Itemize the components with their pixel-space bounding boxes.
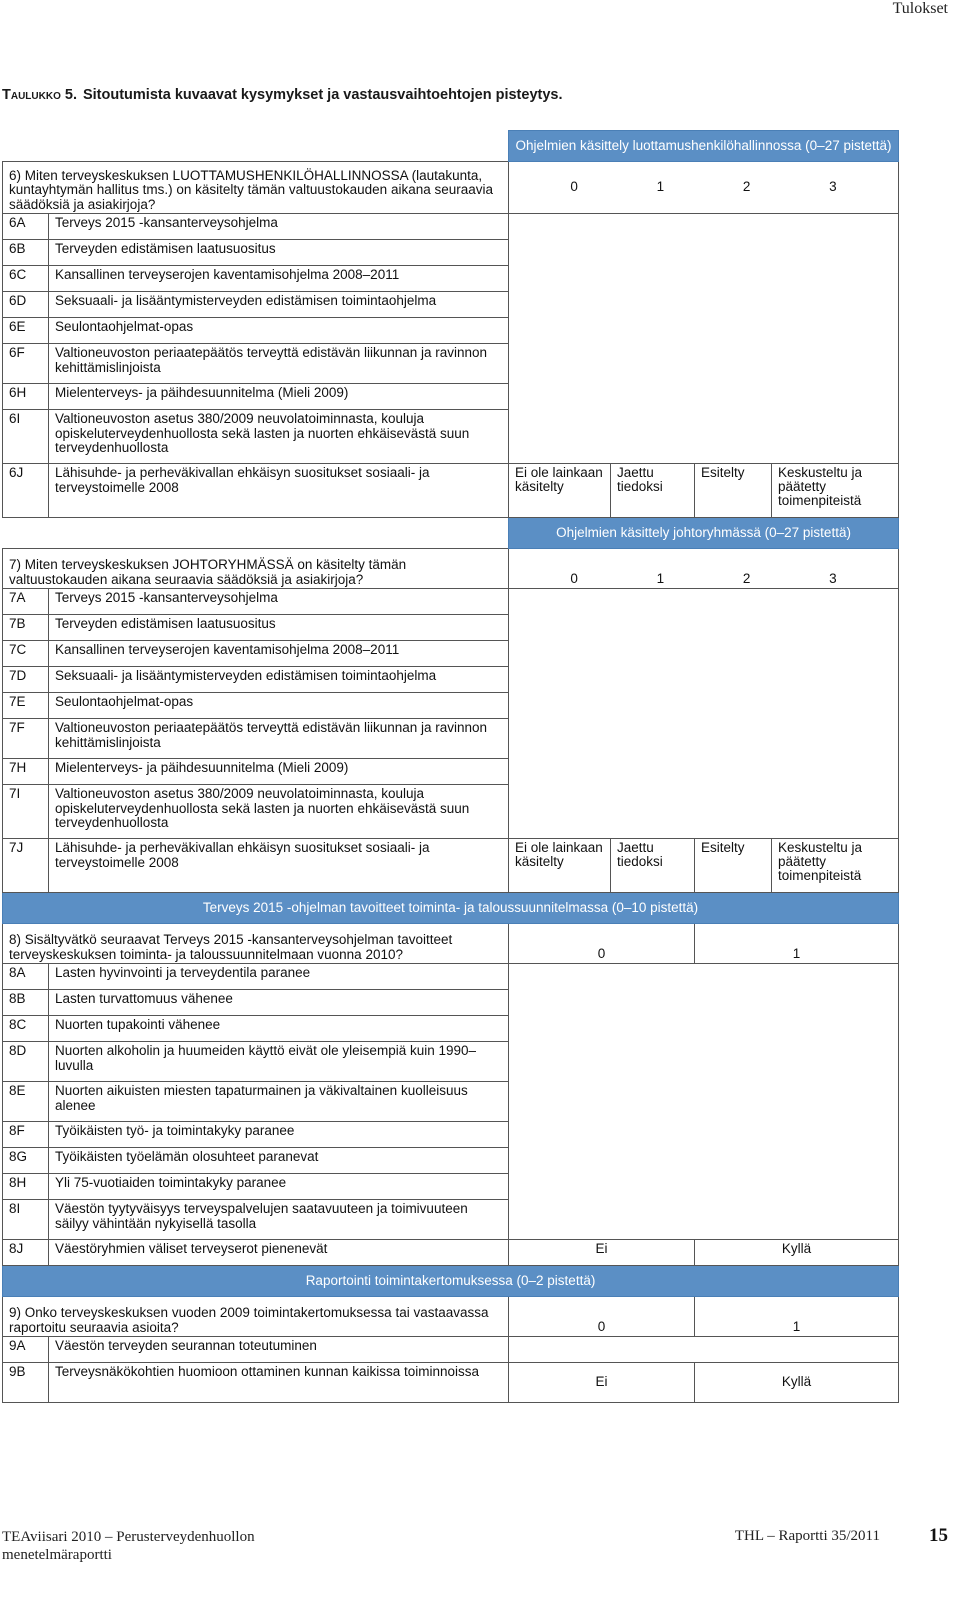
item-code: 8J — [3, 1240, 49, 1266]
scale-8-yes: 1 — [695, 924, 899, 964]
caption-label: Taulukko 5. — [2, 87, 77, 103]
item-text: Valtioneuvoston periaatepäätös terveyttä edistävän liikunnan ja ravinnon kehittämislinjoista — [49, 719, 509, 759]
item-code: 6J — [3, 464, 49, 518]
item-text: Lasten turvattomuus vähenee — [49, 990, 509, 1016]
scoring-table — [2, 130, 899, 1403]
item-text: Terveysnäkökohtien huomioon ottaminen kunnan kaikissa toiminnoissa — [49, 1363, 509, 1403]
item-text: Kansallinen terveyserojen kaventamisohjelma 2008–2011 — [49, 266, 509, 292]
item-text: Väestöryhmien väliset terveyserot pienenevät — [49, 1240, 509, 1266]
scale-value: 2 — [742, 570, 751, 586]
item-text: Terveyden edistämisen laatusuositus — [49, 615, 509, 641]
answer-area — [509, 214, 899, 464]
table-row — [3, 214, 899, 240]
item-text: Terveyden edistämisen laatusuositus — [49, 240, 509, 266]
item-code: 6F — [3, 344, 49, 384]
scale-value: 3 — [829, 570, 837, 586]
table-row — [3, 1337, 899, 1363]
table-row — [3, 1363, 899, 1403]
section-header-9: Raportointi toimintakertomuksessa (0–2 pistettä) — [3, 1266, 899, 1297]
item-code: 9A — [3, 1337, 49, 1363]
item-text: Työikäisten työelämän olosuhteet paranevat — [49, 1148, 509, 1174]
item-code: 8F — [3, 1122, 49, 1148]
scale-value: 1 — [656, 179, 665, 195]
item-code: 8C — [3, 1016, 49, 1042]
item-code: 7D — [3, 667, 49, 693]
item-text: Mielenterveys- ja päihdesuunnitelma (Mieli 2009) — [49, 384, 509, 410]
caption-text: Sitoutumista kuvaavat kysymykset ja vastausvaihtoehtojen pisteytys. — [82, 87, 563, 103]
answer-area — [509, 589, 899, 839]
scale-value: 0 — [570, 179, 578, 195]
footer-publication — [2, 1528, 255, 1564]
item-text: Väestön tyytyväisyys terveyspalvelujen saatavuuteen ja toimivuuteen säilyy vähintään nykyisellä tasolla — [49, 1200, 509, 1240]
answer-option: Kyllä — [695, 1240, 899, 1266]
answer-area — [509, 964, 899, 1240]
item-text: Seksuaali- ja lisääntymisterveyden edistämisen toimintaohjelma — [49, 667, 509, 693]
item-text: Yli 75-vuotiaiden toimintakyky paranee — [49, 1174, 509, 1200]
page-number: 15 — [929, 1525, 948, 1546]
item-code: 6B — [3, 240, 49, 266]
item-text: Terveys 2015 -kansanterveysohjelma — [49, 589, 509, 615]
answer-option: Jaettu tiedoksi — [611, 839, 695, 893]
footer-title-line1: TEAviisari 2010 – Perusterveydenhuollon — [2, 1529, 255, 1545]
item-code: 8D — [3, 1042, 49, 1082]
question-6: 6) Miten terveyskeskuksen LUOTTAMUSHENKILÖHALLINNOSSA (lautakunta, kuntayhtymän hallitus tms.) on käsitelty tämän valtuustokauden aikana seuraavia säädöksiä ja asiakirjoja? — [3, 162, 509, 214]
item-text: Väestön terveyden seurannan toteutuminen — [49, 1337, 509, 1363]
answer-option: Kyllä — [695, 1363, 899, 1403]
item-code: 7F — [3, 719, 49, 759]
item-text: Valtioneuvoston asetus 380/2009 neuvolatoiminnasta, kouluja opiskeluterveydenhuollosta sekä lasten ja nuorten ehkäisevästä suun terveydenhuollosta — [49, 785, 509, 839]
item-code: 8A — [3, 964, 49, 990]
scale-9-no: 0 — [509, 1297, 695, 1337]
answer-option: Ei ole lainkaan käsitelty — [509, 464, 611, 518]
item-code: 6D — [3, 292, 49, 318]
item-text: Lähisuhde- ja perheväkivallan ehkäisyn suositukset sosiaali- ja terveystoimelle 2008 — [49, 464, 509, 518]
footer-title-line2: menetelmäraportti — [2, 1547, 112, 1563]
item-text: Terveys 2015 -kansanterveysohjelma — [49, 214, 509, 240]
item-code: 7I — [3, 785, 49, 839]
table-row — [3, 839, 899, 893]
page-header: Tulokset — [892, 0, 948, 17]
item-text: Valtioneuvoston periaatepäätös terveyttä edistävän liikunnan ja ravinnon kehittämislinjoista — [49, 344, 509, 384]
answer-option: Ei — [509, 1240, 695, 1266]
footer-report-number: THL – Raportti 35/2011 — [734, 1528, 880, 1544]
question-9: 9) Onko terveyskeskuksen vuoden 2009 toimintakertomuksessa tai vastaavassa raportoitu seuraavia asioita? — [3, 1297, 509, 1337]
item-text: Seulontaohjelmat-opas — [49, 318, 509, 344]
item-text: Mielenterveys- ja päihdesuunnitelma (Mieli 2009) — [49, 759, 509, 785]
item-text: Kansallinen terveyserojen kaventamisohjelma 2008–2011 — [49, 641, 509, 667]
item-code: 8E — [3, 1082, 49, 1122]
scale-6 — [509, 162, 899, 214]
scale-8-no: 0 — [509, 924, 695, 964]
question-8: 8) Sisältyvätkö seuraavat Terveys 2015 -kansanterveysohjelman tavoitteet terveyskeskuksen toiminta- ja taloussuunnitelmaan vuonna 2010? — [3, 924, 509, 964]
scale-value: 2 — [742, 179, 751, 195]
item-text: Nuorten tupakointi vähenee — [49, 1016, 509, 1042]
table-caption — [2, 87, 932, 103]
item-code: 6A — [3, 214, 49, 240]
item-code: 6H — [3, 384, 49, 410]
item-code: 8H — [3, 1174, 49, 1200]
table-row — [3, 589, 899, 615]
item-text: Nuorten alkoholin ja huumeiden käyttö eivät ole yleisempiä kuin 1990–luvulla — [49, 1042, 509, 1082]
answer-option: Ei ole lainkaan käsitelty — [509, 839, 611, 893]
item-text: Seksuaali- ja lisääntymisterveyden edistämisen toimintaohjelma — [49, 292, 509, 318]
item-text: Lähisuhde- ja perheväkivallan ehkäisyn suositukset sosiaali- ja terveystoimelle 2008 — [49, 839, 509, 893]
answer-option: Esitelty — [695, 839, 772, 893]
question-7: 7) Miten terveyskeskuksen JOHTORYHMÄSSÄ on käsitelty tämän valtuustokauden aikana seuraavia säädöksiä ja asiakirjoja? — [3, 549, 509, 589]
item-code: 6I — [3, 410, 49, 464]
item-code: 6C — [3, 266, 49, 292]
item-code: 7C — [3, 641, 49, 667]
section-header-8: Terveys 2015 -ohjelman tavoitteet toiminta- ja taloussuunnitelmassa (0–10 pistettä) — [3, 893, 899, 924]
item-text: Seulontaohjelmat-opas — [49, 693, 509, 719]
item-code: 7J — [3, 839, 49, 893]
answer-area — [509, 1337, 899, 1363]
answer-option: Jaettu tiedoksi — [611, 464, 695, 518]
scale-value: 3 — [829, 179, 837, 195]
item-code: 7H — [3, 759, 49, 785]
scale-7 — [509, 549, 899, 589]
scale-9-yes: 1 — [695, 1297, 899, 1337]
table-row — [3, 1240, 899, 1266]
item-code: 8B — [3, 990, 49, 1016]
item-text: Lasten hyvinvointi ja terveydentila paranee — [49, 964, 509, 990]
table-row — [3, 964, 899, 990]
item-text: Valtioneuvoston asetus 380/2009 neuvolatoiminnasta, kouluja opiskeluterveydenhuollosta sekä lasten ja nuorten ehkäisevästä suun terveydenhuollosta — [49, 410, 509, 464]
answer-option: Ei — [509, 1363, 695, 1403]
scale-value: 0 — [570, 570, 578, 586]
section-header-6: Ohjelmien käsittely luottamushenkilöhallinnossa (0–27 pistettä) — [509, 131, 899, 162]
scale-value: 1 — [656, 570, 665, 586]
item-code: 7A — [3, 589, 49, 615]
item-code: 7B — [3, 615, 49, 641]
answer-option: Esitelty — [695, 464, 772, 518]
item-text: Nuorten aikuisten miesten tapaturmainen ja väkivaltainen kuolleisuus alenee — [49, 1082, 509, 1122]
table-row — [3, 464, 899, 518]
item-code: 9B — [3, 1363, 49, 1403]
item-text: Työikäisten työ- ja toimintakyky paranee — [49, 1122, 509, 1148]
section-header-7: Ohjelmien käsittely johtoryhmässä (0–27 pistettä) — [509, 518, 899, 549]
item-code: 6E — [3, 318, 49, 344]
answer-option: Keskusteltu ja päätetty toimenpiteistä — [772, 839, 899, 893]
answer-option: Keskusteltu ja päätetty toimenpiteistä — [772, 464, 899, 518]
item-code: 7E — [3, 693, 49, 719]
item-code: 8G — [3, 1148, 49, 1174]
item-code: 8I — [3, 1200, 49, 1240]
